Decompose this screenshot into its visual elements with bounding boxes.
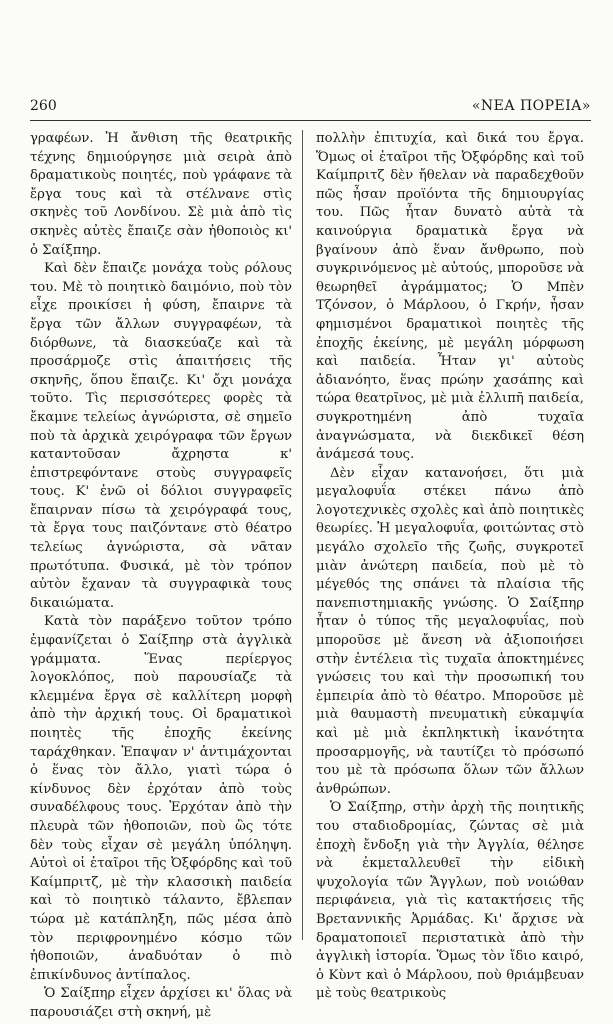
paragraph: γραφέων. Ἡ ἄνθιση τῆς θεατρικῆς τέχνης δημιούργησε μιὰ σειρὰ ἀπὸ δραματικοὺς ποιητές, ποὺ γράφανε τὰ ἔργα τους καὶ τὰ στέλνανε στὶς σκηνὲς τοῦ Λονδίνου. Σὲ μιὰ ἀπὸ τὶς σκηνὲς αὐτὲς ἔπαιζε σὰν ἠθοποιὸς κι' ὁ Σαίξπηρ. [30,131,292,258]
paragraph: Καὶ δὲν ἔπαιζε μονάχα τοὺς ρόλους του. Μὲ τὸ ποιητικὸ δαιμόνιο, ποὺ τὸν εἶχε προικίσει ἡ φύση, ἔπαιρνε τὰ ἔργα τῶν ἄλλων συγγραφέων, τὰ διόρθωνε, τὰ διασκεύαζε καὶ τὰ προσάρμοζε στὶς ἀπαιτήσεις τῆς σκηνῆς, ὅπου ἔπαιζε. Κι' ὄχι μονάχα τοῦτο. Τὶς περισσότερες φορὲς τὰ ἔκαμνε τελείως ἀγνώριστα, σὲ σημεῖο ποὺ τὰ ἀρχικὰ χειρόγραφα τῶν ἔργων καταντοῦσαν ἄχρηστα κ' ἐπιστρεφόντανε στοὺς συγγραφεῖς τους. Κ' ἐνῶ οἱ δόλιοι συγγραφεῖς ἔπαιρναν πίσω τὰ χειρόγραφά τους, τὰ ἔργα τους παιζόντανε στὸ θέατρο τελείως ἀγνώριστα, σὰ νᾶταν πρωτότυπα. Φυσικά, μὲ τὸν τρόπον αὐτὸν ἔχαναν τὰ συγγραφικὰ τους δικαιώματα. [30,261,292,611]
paragraph: Ὁ Σαίξπηρ εἶχεν ἀρχίσει κι' ὅλας νὰ παρουσιάζει στὴ σκηνή, μὲ [30,986,292,1020]
paragraph: Δὲν εἶχαν κατανοήσει, ὅτι μιὰ μεγαλοφυΐα στέκει πάνω ἀπὸ λογοτεχνικὲς σχολὲς καὶ ἀπὸ ποιητικὲς θεωρίες. Ἡ μεγαλοφυΐα, φοιτώντας στὸ μεγάλο σχολεῖο τῆς ζωῆς, συγκροτεῖ μιὰν ἀνώτερη παιδεία, ποὺ μὲ τὸ μέγεθός της σπάνει τὰ πλαίσια τῆς πανεπιστημιακῆς γνώσης. Ὁ Σαίξπηρ ἦταν ὁ τύπος τῆς μεγαλοφυΐας, ποὺ μποροῦσε μὲ ἄνεση νὰ ἀξιοποιήσει στὴν ἐντέλεια τὶς τυχαῖα ἀποκτημένες γνώσεις του καὶ τὴν προσωπική του ἐμπειρία ἀπὸ τὸ θέατρο. Μποροῦσε μὲ μιὰ θαυμαστὴ πνευματικὴ εὐκαμψία καὶ μὲ μιὰ ἐκπληκτικὴ ἱκανότητα προσαρμογῆς, νὰ ταυτίζει τὸ πρόσωπό του μὲ τὰ πρόσωπα ὅλων τῶν ἄλλων ἀνθρώπων. [316,465,584,797]
paragraph: Κατὰ τὸν παράξενο τοῦτον τρόπο ἐμφανίζεται ὁ Σαίξπηρ στὰ ἀγγλικὰ γράμματα. Ἕνας περίεργος λογοκλόπος, ποὺ παρουσίαζε τὰ κλεμμένα ἔργα σὲ καλλίτερη μορφὴ ἀπὸ τὴν ἀρχική τους. Οἱ δραματικοὶ ποιητὲς τῆς ἐποχῆς ἐκείνης ταράχθηκαν. Ἐπαψαν ν' ἀντιμάχονται ὁ ἕνας τὸν ἄλλο, γιατὶ τώρα ὁ κίνδυνος δὲν ἐρχόταν ἀπὸ τοὺς συναδέλφους τους. Ἐρχόταν ἀπὸ τὴν πλευρὰ τῶν ἠθοποιῶν, ποὺ ὣς τότε δὲν τοὺς εἶχαν σὲ μεγάλη ὑπόληψη. Αὐτοὶ οἱ ἑταῖροι τῆς Ὀξφόρδης καὶ τοῦ Καίμπριτζ, μὲ τὴν κλασσικὴ παιδεία καὶ τὸ ποιητικὸ τάλαντο, ἔβλεπαν τώρα μὲ κατάπληξη, πῶς μέσα ἀπὸ τὸν περιφρονημένο κόσμο τῶν ἠθοποιῶν, ἀναδυόταν ὁ πιὸ ἐπικίνδυνος ἀντίπαλος. [30,614,292,983]
right-column [316,130,584,1004]
header-rule [30,120,591,121]
paragraph: Ὁ Σαίξπηρ, στὴν ἀρχὴ τῆς ποιητικῆς του σταδιοδρομίας, ζώντας σὲ μιὰ ἐποχὴ ἔνδοξη γιὰ τὴν Ἀγγλία, θέλησε νὰ ἐκμεταλλευθεῖ τὴν εἰδικὴ ψυχολογία τῶν Ἄγγλων, ποὺ νοιώθαν περιφάνεια, γιὰ τὶς κατακτήσεις τῆς Βρεταννικῆς Ἀρμάδας. Κι' ἄρχισε νὰ δραματοποιεῖ περιστατικὰ ἀπὸ τὴν ἀγγλικὴ ἱστορία. Ὅμως τὸν ἴδιο καιρό, ὁ Κὺντ καὶ ὁ Μάρλοου, ποὺ θριάμβευαν μὲ τοὺς θεατρικοὺς [316,800,584,1002]
column-divider [302,130,303,940]
journal-title: «ΝΕΑ ΠΟΡΕΙΑ» [471,98,591,114]
page-number: 260 [30,98,57,114]
running-header [30,98,591,116]
left-column [30,130,292,1023]
paragraph: πολλὴν ἐπιτυχία, καὶ δικά του ἔργα. Ὅμως οἱ ἑταῖροι τῆς Ὀξφόρδης καὶ τοῦ Καίμπριτζ δὲν ἤθελαν νὰ παραδεχθοῦν πῶς ἦσαν προϊόντα τῆς δημιουργίας του. Πῶς ἦταν δυνατὸ αὐτὰ τὰ καινούργια δραματικὰ ἔργα νὰ βγαίνουν ἀπὸ ἕναν ἄνθρωπο, ποὺ συγκρινόμενος μὲ αὐτούς, μποροῦσε νὰ θεωρηθεῖ ἀγράμματος; Ὁ Μπὲν Τζόνσον, ὁ Μάρλοου, ὁ Γκρήν, ἦσαν φημισμένοι δραματικοὶ ποιητὲς τῆς ἐποχῆς ἐκείνης, μὲ μεγάλη μόρφωση καὶ παιδεία. Ἦταν γι' αὐτοὺς ἀδιανόητο, ἕνας πρώην χασάπης καὶ τώρα θεατρῖνος, μὲ μιὰ ἐλλιπῆ παιδεία, συγκροτημένη ἀπὸ τυχαῖα ἀναγνώσματα, νὰ διεκδικεῖ θέση ἀνάμεσά τους. [316,131,584,463]
